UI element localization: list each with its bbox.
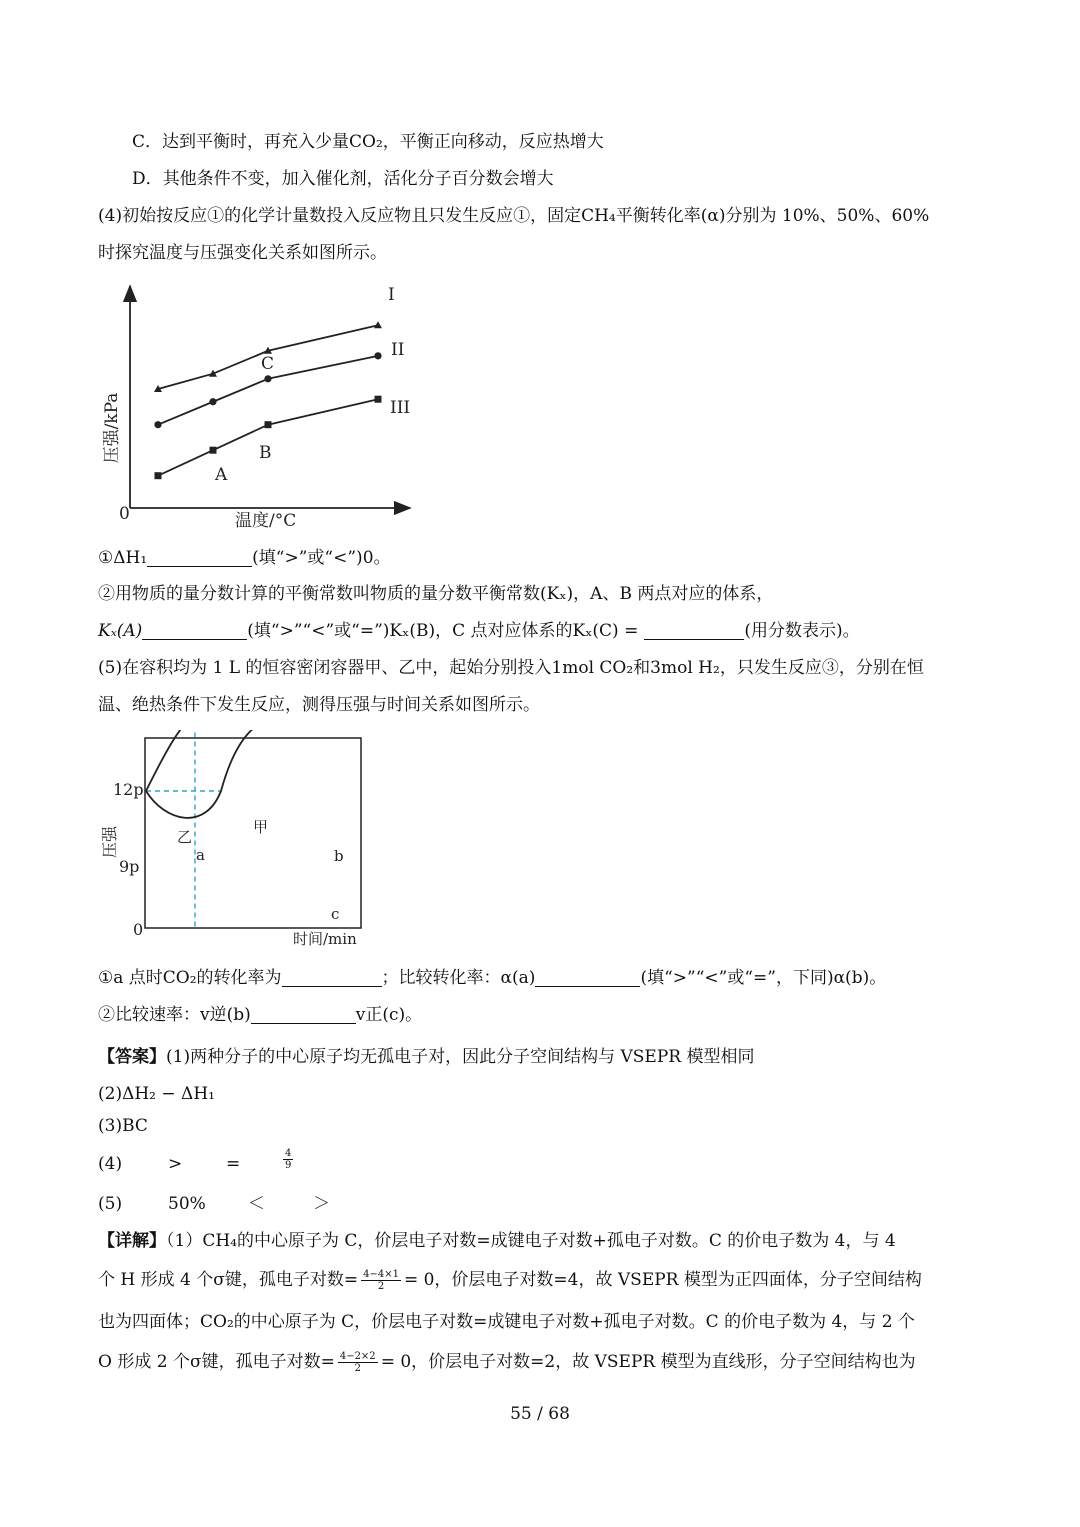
answer-3: (3)BC — [98, 1116, 148, 1136]
q4-1-prefix: ①ΔH₁ — [98, 548, 148, 568]
answer-blank[interactable] — [535, 968, 640, 987]
question-5-line-1: (5)在容积均为 1 L 的恒容密闭容器甲、乙中，起始分别投入1mol CO₂和3mol H₂，只发生反应③，分别在恒 — [98, 658, 924, 678]
detail-line-1-text: （1）CH₄的中心原子为 C，价层电子对数=成键电子对数+孤电子对数。C 的价电子数为 4，与 4 — [166, 1231, 896, 1251]
y-axis-label: 压强/kPa — [102, 392, 122, 464]
detail-line-2 — [98, 1268, 922, 1292]
detail-4-fraction — [338, 1351, 378, 1374]
q4-2-middle: (填“>”“<”或“=”)Kₓ(B)，C 点对应体系的Kₓ(C) = — [247, 621, 639, 641]
answer-4-fraction — [283, 1148, 293, 1171]
origin-label: 0 — [119, 504, 130, 524]
question-5-part-2 — [98, 1003, 422, 1027]
detail-2-suffix: = 0，价层电子对数=4，故 VSEPR 模型为正四面体，分子空间结构 — [403, 1270, 922, 1290]
data-point-iii — [265, 421, 272, 428]
series-line-jia — [146, 730, 361, 818]
detail-4-suffix: = 0，价层电子对数=2，故 VSEPR 模型为直线形，分子空间结构也为 — [380, 1352, 916, 1372]
answer-blank[interactable] — [142, 621, 247, 640]
detail-line-3: 也为四面体；CO₂的中心原子为 C，价层电子对数=成键电子对数+孤电子对数。C 的价电子数为 4，与 2 个 — [98, 1312, 915, 1332]
q5-2-suffix: v正(c)。 — [355, 1005, 423, 1025]
detail-line-1 — [98, 1229, 896, 1253]
answer-4-value-2: = — [226, 1154, 241, 1174]
data-point-ii — [264, 375, 271, 382]
answer-blank[interactable] — [147, 548, 252, 567]
series-line-yi — [146, 730, 361, 791]
answer-4-label: (4) — [98, 1154, 123, 1174]
series-label-i: I — [388, 285, 395, 305]
fraction-denominator: 2 — [354, 1363, 361, 1374]
q5-1-middle: ；比较转化率：α(a) — [381, 968, 536, 988]
answer-blank[interactable] — [644, 621, 744, 640]
answer-tag: 【答案】 — [98, 1047, 166, 1067]
series-label-yi: 乙 — [177, 828, 193, 846]
point-label-b: b — [334, 847, 344, 865]
data-point-iii — [375, 396, 382, 403]
fraction-numerator: 4−4×1 — [363, 1269, 399, 1280]
data-point-ii — [209, 398, 216, 405]
detail-2-prefix: 个 H 形成 4 个σ键，孤电子对数= — [98, 1270, 359, 1290]
ytick-9p: 9p — [119, 857, 140, 876]
q4-2-suffix: (用分数表示)。 — [744, 621, 860, 641]
answer-5-value-3: ＞ — [313, 1194, 330, 1214]
question-4-part-1 — [98, 546, 391, 570]
point-label-a: a — [196, 846, 205, 864]
answer-5-value-1: 50% — [168, 1194, 206, 1214]
detail-2-fraction — [361, 1269, 401, 1292]
answer-4-value-1: > — [168, 1154, 183, 1174]
answer-blank[interactable] — [282, 968, 382, 987]
point-label-a: A — [215, 465, 228, 485]
q4-1-suffix: (填“>”或“<”)0。 — [252, 548, 391, 568]
x-axis-label: 时间/min — [293, 930, 357, 948]
question-4-line-1: (4)初始按反应①的化学计量数投入反应物且只发生反应①，固定CH₄平衡转化率(α)分别为 10%、50%、60% — [98, 206, 930, 226]
answer-4 — [98, 1148, 292, 1176]
y-axis-label: 压强 — [100, 825, 119, 859]
option-d: D．其他条件不变，加入催化剂，活化分子百分数会增大 — [132, 169, 554, 189]
series-label-jia: 甲 — [253, 818, 269, 836]
page-number: 55 / 68 — [510, 1404, 570, 1424]
q5-1-suffix: (填“>”“<”或“=”，下同)α(b)。 — [640, 968, 887, 988]
answer-5-label: (5) — [98, 1194, 123, 1214]
answer-2: (2)ΔH₂ − ΔH₁ — [98, 1084, 215, 1104]
origin-label: 0 — [133, 920, 144, 939]
data-point-ii — [154, 421, 161, 428]
question-4-line-2: 时探究温度与压强变化关系如图所示。 — [98, 243, 387, 263]
point-label-c: C — [261, 354, 275, 374]
detail-4-prefix: O 形成 2 个σ键，孤电子对数= — [98, 1352, 335, 1372]
answer-blank[interactable] — [251, 1005, 356, 1024]
question-4-part-2-line-1: ②用物质的量分数计算的平衡常数叫物质的量分数平衡常数(Kₓ)，A、B 两点对应的体系， — [98, 584, 774, 604]
series-label-ii: II — [391, 340, 405, 360]
q5-1-prefix: ①a 点时CO₂的转化率为 — [98, 968, 282, 988]
fraction-denominator: 2 — [377, 1281, 385, 1292]
answer-1-text: (1)两种分子的中心原子均无孤电子对，因此分子空间结构与 VSEPR 模型相同 — [166, 1047, 755, 1067]
point-label-b: B — [259, 443, 272, 463]
data-point-iii — [155, 472, 162, 479]
question-5-part-1 — [98, 966, 886, 990]
data-point-ii — [374, 352, 381, 359]
answer-1 — [98, 1045, 754, 1069]
ytick-12p: 12p — [113, 780, 144, 799]
x-axis-label: 温度/°C — [235, 511, 297, 531]
data-point-i — [374, 321, 382, 328]
option-c: C．达到平衡时，再充入少量CO₂，平衡正向移动，反应热增大 — [132, 132, 604, 152]
question-5-line-2: 温、绝热条件下发生反应，测得压强与时间关系如图所示。 — [98, 695, 540, 715]
point-label-c: c — [331, 905, 340, 923]
question-4-part-2-line-2 — [98, 619, 860, 643]
answer-5 — [98, 1192, 330, 1216]
fraction-denominator: 9 — [285, 1160, 292, 1171]
detail-line-4 — [98, 1350, 916, 1374]
q5-2-prefix: ②比较速率：v逆(b) — [98, 1005, 251, 1025]
q4-2-prefix: Kₓ(A) — [98, 621, 143, 641]
detail-tag: 【详解】 — [98, 1231, 166, 1251]
chart-pressure-temperature — [95, 278, 425, 534]
chart-pressure-time — [95, 730, 375, 952]
fraction-numerator: 4−2×2 — [339, 1351, 376, 1362]
data-point-iii — [210, 447, 217, 454]
series-label-iii: III — [390, 398, 411, 418]
answer-5-value-2: ＜ — [248, 1194, 265, 1214]
fraction-numerator: 4 — [285, 1148, 292, 1159]
